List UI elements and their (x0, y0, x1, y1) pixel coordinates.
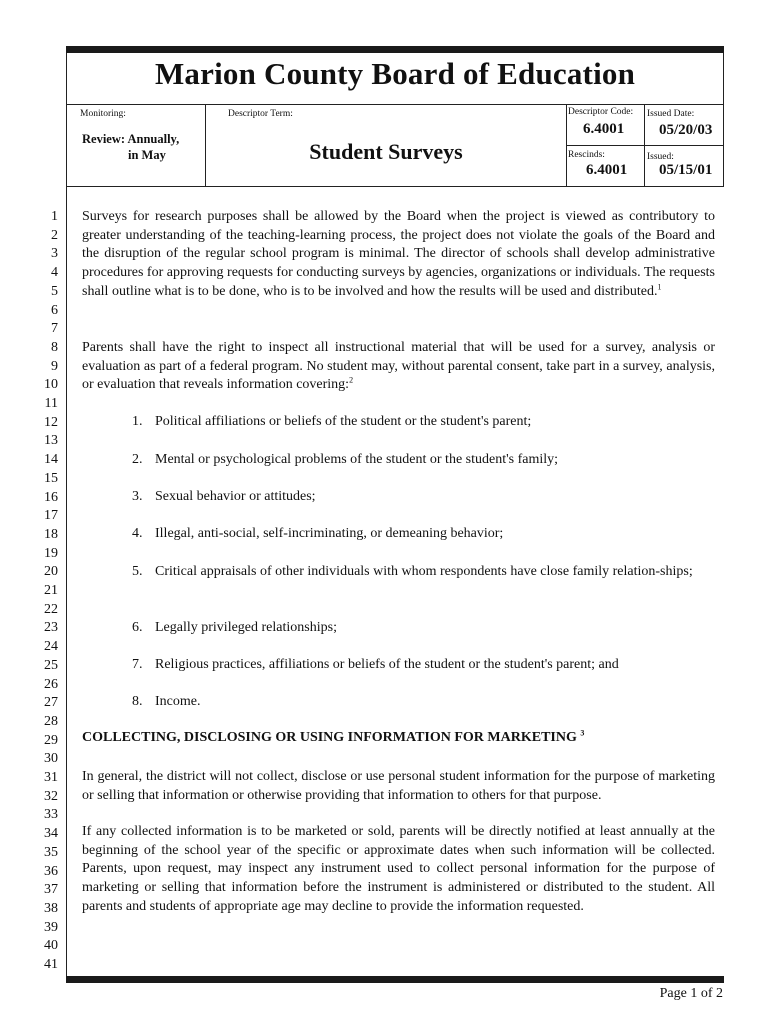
line-number: 32 (44, 788, 58, 804)
list-number: 6. (132, 620, 143, 635)
line-number: 14 (44, 452, 58, 468)
line-number: 36 (44, 863, 58, 879)
review-line2: in May (128, 148, 166, 162)
list-number: 5. (132, 564, 143, 579)
paragraph-parental-rights (82, 339, 715, 395)
line-number: 29 (44, 732, 58, 748)
list-number: 2. (132, 452, 143, 467)
bottom-border-bar (66, 976, 724, 983)
list-number: 1. (132, 414, 143, 429)
paragraph-notification: If any collected information is to be marketed or sold, parents will be directly notified at least annually at the beginning of the school year of the specific or approximate dates when such information will be collected. Parents, upon request, may inspect any instrument used to collect personal information for the purpose of marketing or selling that information before the instrument is administered or distributed to the student. All parents and students of appropriate age may decline to provide the information requested. (82, 824, 715, 914)
list-text: Religious practices, affiliations or beliefs of the student or the student's parent; and (155, 657, 619, 672)
line-number: 2 (51, 227, 58, 243)
rescinds-label: Rescinds: (568, 150, 605, 160)
descriptor-term: Student Surveys (309, 139, 463, 164)
title-rule (67, 104, 723, 105)
descriptor-code: 6.4001 (583, 121, 625, 137)
line-number: 38 (44, 900, 58, 916)
right-frame-rule (723, 53, 724, 187)
issued-date-old: 05/15/01 (659, 162, 713, 178)
line-number: 25 (44, 657, 58, 673)
list-number: 4. (132, 526, 143, 541)
review-schedule (82, 131, 179, 163)
list-text: Legally privileged relationships; (155, 620, 337, 635)
line-number: 28 (44, 713, 58, 729)
list-text: Income. (155, 694, 201, 709)
line-number: 5 (51, 283, 58, 299)
line-number: 7 (51, 321, 58, 337)
line-number: 3 (51, 246, 58, 262)
list-text: Mental or psychological problems of the student or the student's family; (155, 452, 558, 467)
line-number: 6 (51, 302, 58, 318)
footnote-ref-3: 3 (580, 728, 585, 738)
footnote-ref-1: 1 (657, 282, 662, 292)
line-number: 20 (44, 564, 58, 580)
line-number: 27 (44, 695, 58, 711)
line-number: 31 (44, 770, 58, 785)
line-number: 26 (44, 676, 58, 692)
line-number: 17 (44, 508, 58, 524)
line-number: 41 (44, 957, 58, 972)
paragraph-surveys-text: Surveys for research purposes shall be allowed by the Board when the project is viewed as contributory to greater understanding of the teaching-learning process, the project does not violate the goals of the Board and the disruption of the regular school program is minimal. The director of schools shall develop administrative procedures for approving requests for conducting surveys by agencies, organizations or individuals. The requests shall outline what is to be done, who is to be involved and how the results will be used and distributed. (82, 209, 715, 299)
monitoring-label: Monitoring: (80, 109, 126, 119)
list-number: 8. (132, 694, 143, 709)
list-text: Political affiliations or beliefs of the student or the student's parent; (155, 414, 532, 429)
line-number: 11 (44, 396, 58, 411)
top-border-bar (66, 46, 724, 53)
list-number: 3. (132, 489, 143, 504)
paragraph-surveys (82, 208, 715, 302)
line-number: 22 (44, 601, 58, 617)
issued-date-label: Issued Date: (647, 109, 695, 119)
header-bottom-rule (66, 186, 724, 187)
line-number: 40 (44, 938, 58, 954)
line-number: 4 (51, 265, 58, 281)
divider-rescinds-row (566, 145, 723, 146)
line-number: 37 (44, 882, 58, 898)
list-number: 7. (132, 657, 143, 672)
line-number: 16 (44, 489, 58, 505)
line-number: 34 (44, 826, 58, 842)
line-number: 9 (51, 358, 58, 374)
review-line1: Review: Annually, (82, 132, 180, 146)
line-number: 10 (44, 377, 58, 393)
descriptor-code-label: Descriptor Code: (568, 107, 634, 117)
paragraph-no-collection: In general, the district will not collect, disclose or use personal student information for the purpose of marketing or selling that information or otherwise providing that information to others for that purpose. (82, 769, 715, 803)
line-number: 12 (44, 414, 58, 430)
line-number: 1 (51, 209, 58, 224)
descriptor-term-label: Descriptor Term: (228, 109, 293, 119)
line-number: 33 (44, 807, 58, 823)
rescinds-code: 6.4001 (586, 162, 628, 178)
line-number: 21 (44, 583, 58, 598)
line-number: 23 (44, 620, 58, 636)
line-number: 24 (44, 639, 58, 655)
line-number: 30 (44, 751, 58, 767)
left-frame-rule (66, 53, 67, 976)
line-number: 13 (44, 433, 58, 449)
paragraph-parental-rights-text: Parents shall have the right to inspect all instructional material that will be used for a survey, analysis or evaluation as part of a federal program. No student may, without parental consent, take part in a survey, analysis, or evaluation that reveals information covering: (82, 340, 715, 393)
page-number: Page 1 of 2 (659, 986, 723, 1001)
line-number: 18 (44, 526, 58, 542)
line-number: 35 (44, 844, 58, 860)
section-heading-marketing (82, 730, 584, 746)
list-text: Sexual behavior or attitudes; (155, 489, 316, 504)
page-title: Marion County Board of Education (154, 56, 636, 91)
issued-date: 05/20/03 (659, 122, 713, 138)
issued-label: Issued: (647, 152, 674, 162)
list-text: Illegal, anti-social, self-incriminating, or demeaning behavior; (155, 526, 504, 541)
footnote-ref-2: 2 (349, 375, 354, 385)
line-number: 15 (44, 470, 58, 486)
line-number: 39 (44, 919, 58, 935)
line-number: 19 (44, 545, 58, 561)
section-heading-text: COLLECTING, DISCLOSING OR USING INFORMATION FOR MARKETING (82, 730, 577, 745)
line-number: 8 (51, 339, 58, 355)
list-text: Critical appraisals of other individuals with whom respondents have close family relation-ships; (155, 564, 693, 579)
